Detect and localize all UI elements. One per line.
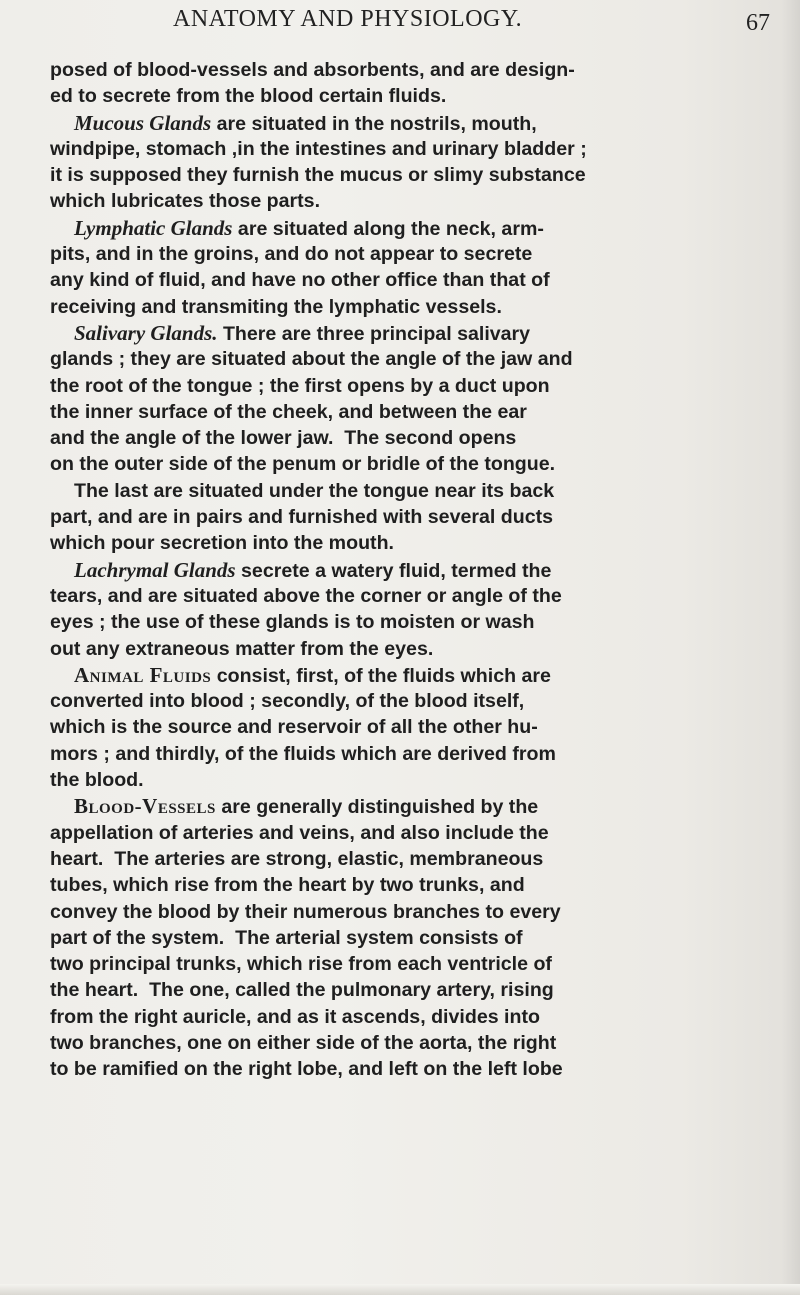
line-text: part of the system. The arterial system consists of <box>50 926 523 949</box>
line-text: are situated in the nostrils, mouth, <box>211 112 537 135</box>
line-text: mors ; and thirdly, of the fluids which are derived from <box>50 742 556 765</box>
text-line <box>50 846 790 872</box>
text-line <box>50 478 790 504</box>
text-line <box>50 662 790 688</box>
line-text: which lubricates those parts. <box>50 190 321 213</box>
text-line <box>50 714 790 740</box>
line-text: the root of the tongue ; the first opens by a duct upon <box>50 374 550 397</box>
line-text: eyes ; the use of these glands is to moisten or wash <box>50 611 535 634</box>
text-line <box>50 425 790 451</box>
text-line <box>50 609 790 635</box>
line-text: tears, and are situated above the corner or angle of the <box>50 584 562 607</box>
line-text: converted into blood ; secondly, of the blood itself, <box>50 690 525 713</box>
text-line <box>50 557 790 583</box>
line-text: on the outer side of the penum or bridle of the tongue. <box>50 453 556 476</box>
line-text: out any extraneous matter from the eyes. <box>50 637 434 660</box>
text-line <box>50 504 790 530</box>
text-line <box>50 1056 790 1082</box>
line-text: secrete a watery fluid, termed the <box>235 559 552 582</box>
text-line <box>50 636 790 662</box>
text-line <box>50 267 790 293</box>
line-text: are situated along the neck, arm- <box>232 217 544 240</box>
text-line <box>50 188 790 214</box>
body-text <box>50 57 790 1083</box>
line-text: glands ; they are situated about the angle of the jaw and <box>50 348 573 371</box>
line-text: which pour secretion into the mouth. <box>50 532 394 555</box>
line-text: and the angle of the lower jaw. The second opens <box>50 427 517 450</box>
line-text: two branches, one on either side of the aorta, the right <box>50 1031 557 1054</box>
page-edge-shadow <box>782 0 800 1295</box>
text-line <box>50 688 790 714</box>
line-text: The last are situated under the tongue near its back <box>74 479 555 502</box>
text-line <box>50 1004 790 1030</box>
line-text: consist, first, of the fluids which are <box>211 664 551 687</box>
line-text: part, and are in pairs and furnished with several ducts <box>50 506 554 529</box>
text-line <box>50 925 790 951</box>
section-term: Blood-Vessels <box>74 794 216 819</box>
gland-term: Lachrymal Glands <box>74 557 236 582</box>
page-bottom-edge <box>0 1284 800 1295</box>
line-text: posed of blood-vessels and absorbents, and are design- <box>50 59 575 81</box>
line-text: ed to secrete from the blood certain fluids. <box>50 85 447 108</box>
line-text: tubes, which rise from the heart by two trunks, and <box>50 874 525 897</box>
text-line <box>50 162 790 188</box>
text-line <box>50 110 790 136</box>
line-text: two principal trunks, which rise from each ventricle of <box>50 953 552 976</box>
text-line <box>50 320 790 346</box>
gland-term: Salivary Glands. <box>74 320 218 345</box>
text-line <box>50 294 790 320</box>
page-header <box>0 6 800 38</box>
line-text: heart. The arteries are strong, elastic, membraneous <box>50 847 544 870</box>
line-text: pits, and in the groins, and do not appear to secrete <box>50 243 533 266</box>
line-text: are generally distinguished by the <box>215 796 539 819</box>
text-line <box>50 373 790 399</box>
text-line <box>50 83 790 109</box>
text-line <box>50 1030 790 1056</box>
line-text: from the right auricle, and as it ascends, divides into <box>50 1005 540 1028</box>
text-line <box>50 793 790 819</box>
text-line <box>50 346 790 372</box>
text-line <box>50 741 790 767</box>
line-text: convey the blood by their numerous branches to every <box>50 900 561 923</box>
text-line <box>50 136 790 162</box>
line-text: it is supposed they furnish the mucus or slimy substance <box>50 164 586 187</box>
line-text: to be ramified on the right lobe, and left on the left lobe <box>50 1058 563 1081</box>
line-text: windpipe, stomach ,in the intestines and urinary bladder ; <box>50 137 587 160</box>
text-line <box>50 951 790 977</box>
text-line <box>50 977 790 1003</box>
line-text: There are three principal salivary <box>217 322 531 345</box>
line-text: receiving and transmiting the lymphatic vessels. <box>50 295 502 318</box>
line-text: appellation of arteries and veins, and also include the <box>50 821 549 844</box>
text-line <box>50 241 790 267</box>
line-text: any kind of fluid, and have no other office than that of <box>50 269 550 292</box>
line-text: the inner surface of the cheek, and between the ear <box>50 400 527 423</box>
text-line <box>50 451 790 477</box>
text-line <box>50 57 790 83</box>
running-head: ANATOMY AND PHYSIOLOGY. <box>173 6 523 32</box>
gland-term: Lymphatic Glands <box>74 215 233 240</box>
gland-term: Mucous Glands <box>74 110 212 135</box>
line-text: the heart. The one, called the pulmonary artery, rising <box>50 979 554 1002</box>
line-text: which is the source and reservoir of all the other hu- <box>50 716 538 739</box>
text-line <box>50 583 790 609</box>
text-line <box>50 899 790 925</box>
page-number: 67 <box>746 10 770 36</box>
text-line <box>50 399 790 425</box>
text-line <box>50 215 790 241</box>
section-term: Animal Fluids <box>74 662 212 687</box>
text-line <box>50 530 790 556</box>
text-line <box>50 872 790 898</box>
line-text: the blood. <box>50 769 144 792</box>
text-line <box>50 820 790 846</box>
text-line <box>50 767 790 793</box>
